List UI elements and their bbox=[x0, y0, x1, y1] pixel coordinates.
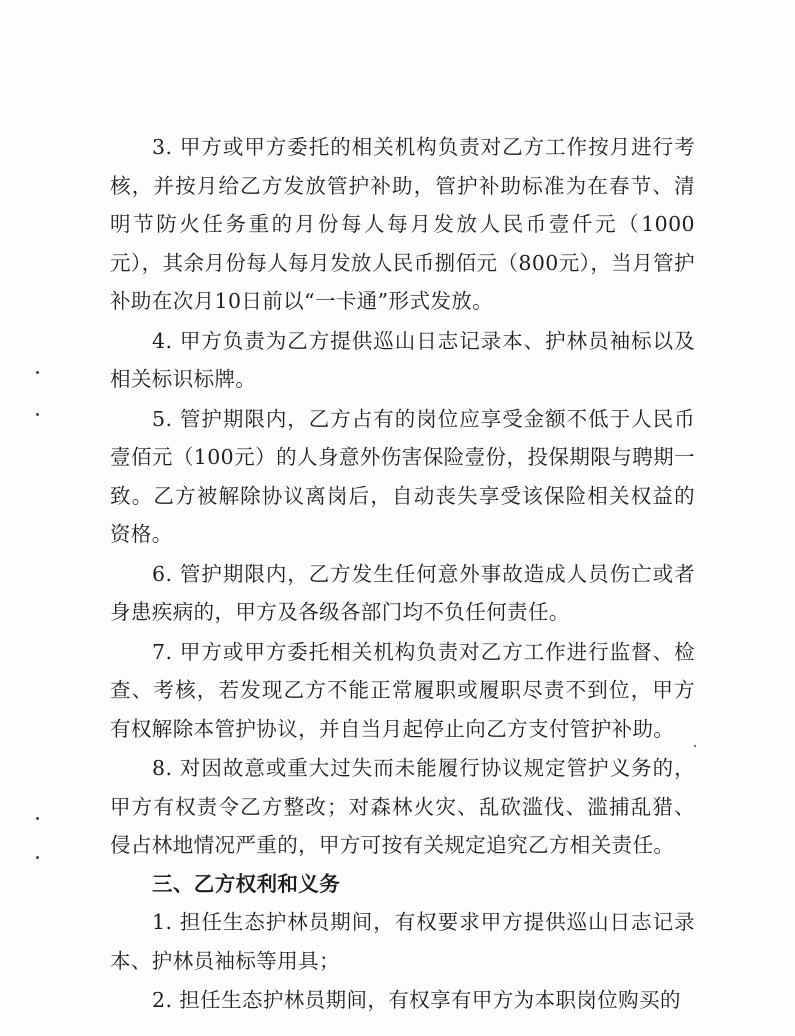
paragraph-7-supervision: 7. 甲方或甲方委托相关机构负责对乙方工作进行监督、检查、考核，若发现乙方不能正常履职或履职尽责不到位，甲方有权解除本管护协议，并自当月起停止向乙方支付管护补助。 bbox=[110, 639, 695, 741]
document-body bbox=[110, 128, 695, 1020]
paragraph-3-assessment-subsidy: 3. 甲方或甲方委托的相关机构负责对乙方工作按月进行考核，并按月给乙方发放管护补助，管护补助标准为在春节、清明节防火任务重的月份每人每月发放人民币壹仟元（1000元），其余月份每人每月发放人民币捌佰元（800元），当月管护补助在次月10日前以“一卡通”形式发放。 bbox=[110, 135, 695, 313]
scan-speck bbox=[694, 745, 696, 747]
paragraph-6-liability: 6. 管护期限内，乙方发生任何意外事故造成人员伤亡或者身患疾病的，甲方及各级各部门均不负任何责任。 bbox=[110, 561, 695, 624]
scan-speck bbox=[36, 413, 39, 416]
section-paragraph-1: 1. 担任生态护林员期间，有权要求甲方提供巡山日志记录本、护林员袖标等用具； bbox=[110, 910, 695, 973]
paragraph-5-insurance: 5. 管护期限内，乙方占有的岗位应享受金额不低于人民币壹佰元（100元）的人身意外伤害保险壹份，投保期限与聘期一致。乙方被解除协议离岗后，自动丧失享受该保险相关权益的资格。 bbox=[110, 406, 695, 546]
section-paragraph-2: 2. 担任生态护林员期间，有权享有甲方为本职岗位购买的 bbox=[152, 988, 681, 1012]
section-heading-rights-obligations: 三、乙方权利和义务 bbox=[152, 871, 341, 896]
scan-speck bbox=[36, 856, 39, 859]
scan-speck bbox=[36, 817, 39, 820]
scan-speck bbox=[36, 371, 39, 374]
paragraph-4-supplies: 4. 甲方负责为乙方提供巡山日志记录本、护林员袖标以及相关标识标牌。 bbox=[110, 328, 695, 391]
paragraph-8-accountability: 8. 对因故意或重大过失而未能履行协议规定管护义务的，甲方有权责令乙方整改；对森林火灾、乱砍滥伐、滥捕乱猎、侵占林地情况严重的，甲方可按有关规定追究乙方相关责任。 bbox=[110, 756, 695, 857]
